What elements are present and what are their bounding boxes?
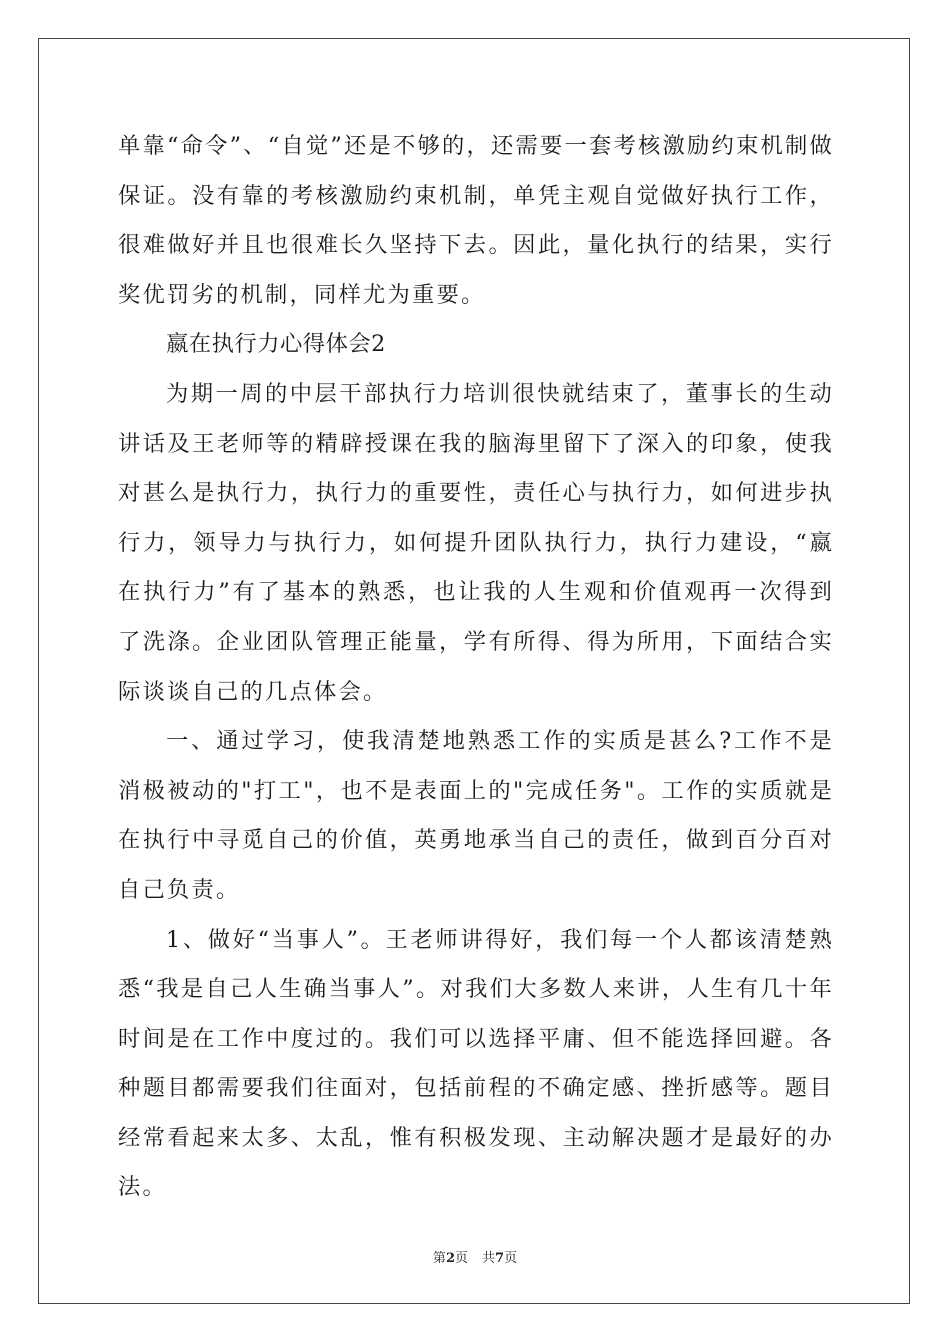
page-footer <box>0 1247 950 1266</box>
paragraph-1: 单靠“命令”、“自觉”还是不够的，还需要一套考核激励约束机制做保证。没有靠的考核激励约束机制，单凭主观自觉做好执行工作，很难做好并且也很难长久坚持下去。因此，量化执行的结果，实行奖优罚劣的机制，同样尤为重要。 <box>118 133 834 308</box>
document-body <box>118 122 834 1213</box>
paragraph-2: 为期一周的中层干部执行力培训很快就结束了，董事长的生动讲话及王老师等的精辟授课在我的脑海里留下了深入的印象，使我对甚么是执行力，执行力的重要性，责任心与执行力，如何进步执行力，领导力与执行力，如何提升团队执行力，执行力建设，“嬴在执行力”有了基本的熟悉，也让我的人生观和价值观再一次得到了洗涤。企业团队管理正能量，学有所得、得为所用，下面结合实际谈谈自己的几点体会。 <box>118 380 834 705</box>
section-heading: 嬴在执行力心得体会2 <box>166 331 386 358</box>
page-prefix: 第 <box>432 1251 446 1266</box>
page-number: 2 <box>445 1251 455 1266</box>
total-prefix: 共 <box>482 1251 496 1266</box>
total-suffix: 页 <box>504 1251 518 1266</box>
paragraph-3: 一、通过学习，使我清楚地熟悉工作的实质是甚么?工作不是消极被动的"打工"，也不是表面上的"完成任务"。工作的实质就是在执行中寻觅自己的价值，英勇地承当自己的责任，做到百分百对自己负责。 <box>118 728 834 903</box>
total-pages: 7 <box>495 1251 505 1266</box>
paragraph-4: 1、做好“当事人”。王老师讲得好，我们每一个人都该清楚熟悉“我是自己人生确当事人”。对我们大多数人来讲，人生有几十年时间是在工作中度过的。我们可以选择平庸、但不能选择回避。各种题目都需要我们往面对，包括前程的不确定感、挫折感等。题目经常看起来太多、太乱，惟有积极发现、主动解决题才是最好的办法。 <box>118 926 834 1201</box>
page-suffix: 页 <box>454 1251 468 1266</box>
